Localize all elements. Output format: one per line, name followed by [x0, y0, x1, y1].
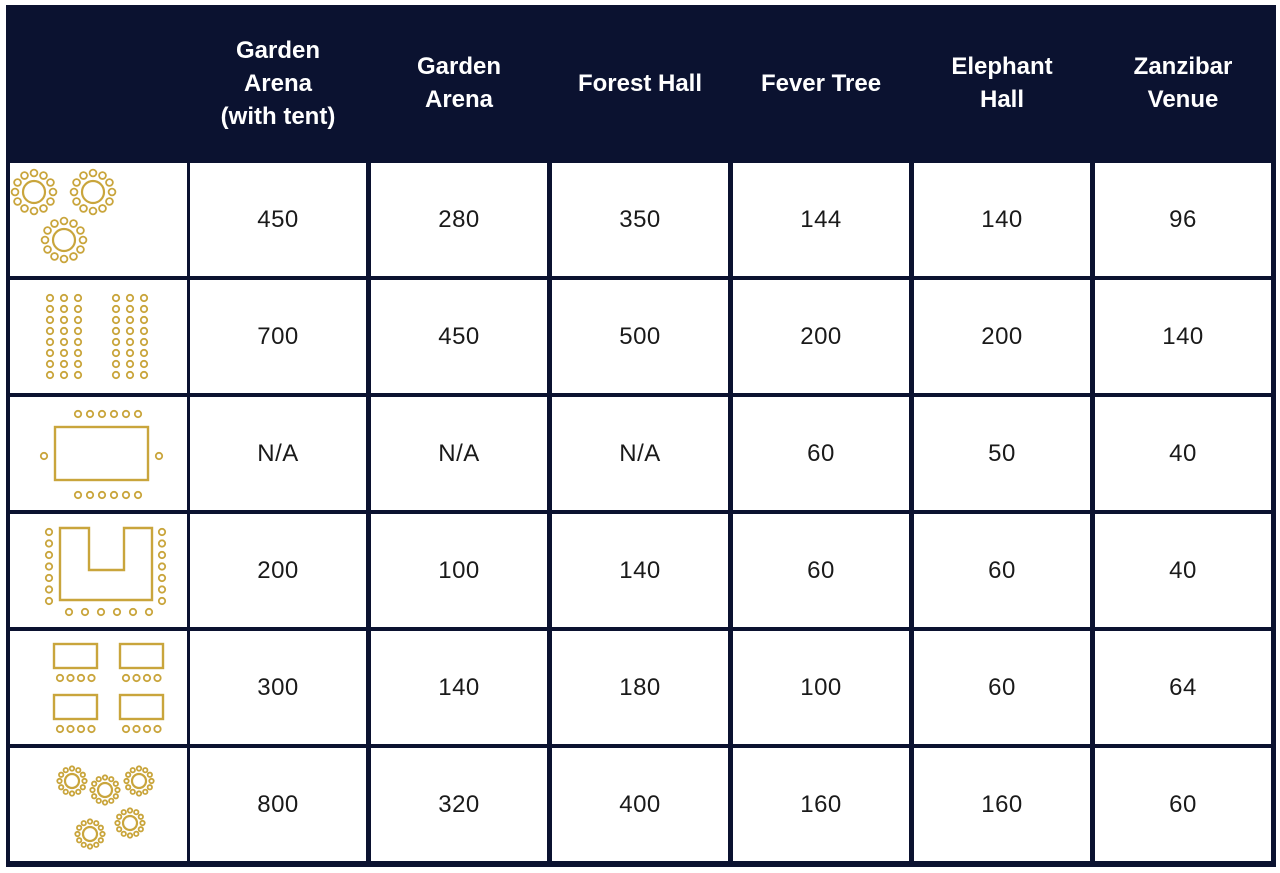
header-forest-hall: Forest Hall	[577, 69, 703, 97]
table-cell: 200	[914, 280, 1090, 393]
table-row	[6, 748, 1276, 861]
table-cell: 50	[914, 397, 1090, 510]
table-row	[6, 514, 1276, 627]
header-garden-arena-tent: Garden Arena (with tent)	[220, 36, 336, 130]
table-cell: N/A	[190, 397, 366, 510]
table-cell: 100	[733, 631, 909, 744]
table-cell: 64	[1095, 631, 1271, 744]
cocktail-cabaret-icon	[10, 748, 187, 861]
table-cell: 140	[552, 514, 728, 627]
table-row	[6, 397, 1276, 510]
table-cell: N/A	[552, 397, 728, 510]
banquet-round-tables-icon	[10, 163, 187, 276]
table-cell: 40	[1095, 514, 1271, 627]
table-cell: 200	[190, 514, 366, 627]
table-cell: 60	[733, 514, 909, 627]
table-cell: 160	[914, 748, 1090, 861]
table-cell: 140	[914, 163, 1090, 276]
table-cell: 60	[914, 514, 1090, 627]
table-cell: 40	[1095, 397, 1271, 510]
boardroom-icon	[10, 397, 187, 510]
table-cell: 144	[733, 163, 909, 276]
table-cell: 140	[1095, 280, 1271, 393]
table-row	[6, 631, 1276, 744]
table-cell: 450	[371, 280, 547, 393]
header-fever-tree: Fever Tree	[760, 69, 882, 97]
theatre-seating-icon	[10, 280, 187, 393]
table-cell: 350	[552, 163, 728, 276]
classroom-icon	[10, 631, 187, 744]
table-cell: 60	[733, 397, 909, 510]
table-cell: 450	[190, 163, 366, 276]
seating-capacity-table	[6, 5, 1276, 867]
table-cell: 160	[733, 748, 909, 861]
table-cell: 96	[1095, 163, 1271, 276]
table-cell: 320	[371, 748, 547, 861]
table-cell: 140	[371, 631, 547, 744]
table-cell: 500	[552, 280, 728, 393]
table-cell: 200	[733, 280, 909, 393]
table-cell: 180	[552, 631, 728, 744]
header-garden-arena: Garden Arena	[416, 53, 502, 113]
table-cell: 60	[1095, 748, 1271, 861]
table-row	[6, 163, 1276, 276]
table-cell: 100	[371, 514, 547, 627]
table-cell: 800	[190, 748, 366, 861]
table-cell: 400	[552, 748, 728, 861]
table-cell: 280	[371, 163, 547, 276]
header-elephant-hall: Elephant Hall	[951, 53, 1053, 113]
table-cell: 60	[914, 631, 1090, 744]
table-row	[6, 280, 1276, 393]
table-cell: 700	[190, 280, 366, 393]
table-cell: 300	[190, 631, 366, 744]
header-zanzibar-venue: Zanzibar Venue	[1133, 53, 1233, 113]
table-header	[6, 5, 1276, 161]
table-cell: N/A	[371, 397, 547, 510]
u-shape-icon	[10, 514, 187, 627]
